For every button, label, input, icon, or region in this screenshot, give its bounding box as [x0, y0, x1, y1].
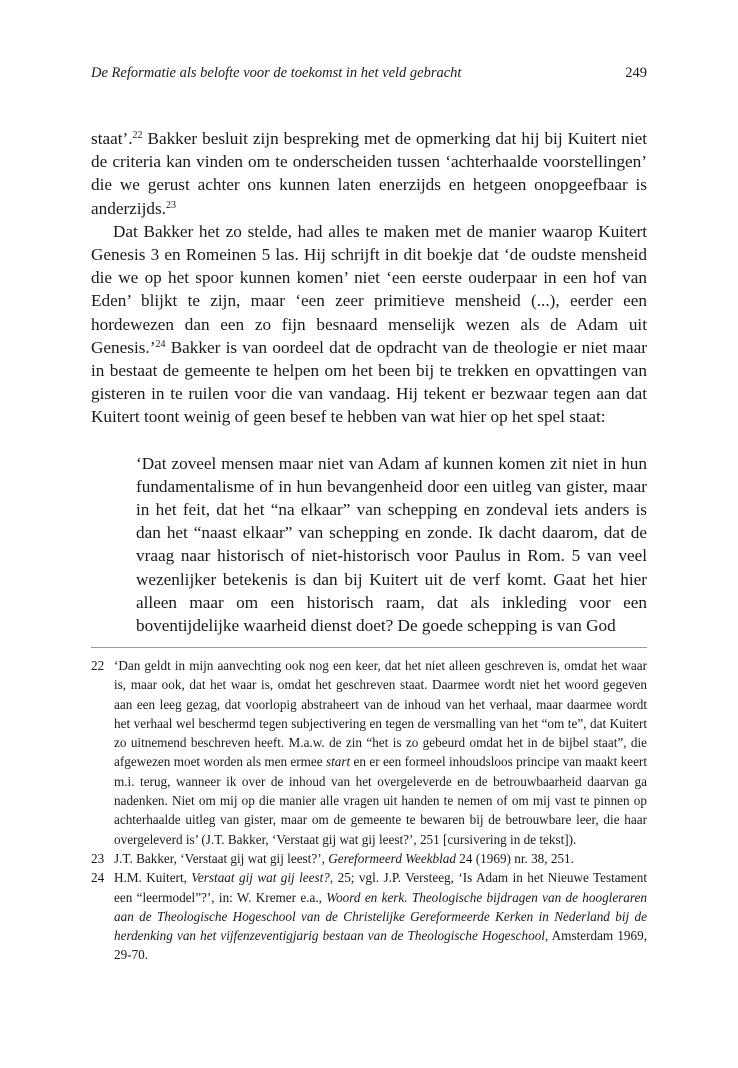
- page-number: 249: [625, 65, 647, 81]
- footnotes: [91, 656, 647, 965]
- footnote-ref-24[interactable]: 24: [155, 338, 166, 350]
- footnote-ref-23[interactable]: 23: [165, 199, 176, 211]
- footnote-23-italic: Gereformeerd Weekblad: [328, 850, 456, 866]
- paragraph-2-text-a: Dat Bakker het zo stelde, had alles te maken met de manier waarop Kuitert Genesis 3 en Romeinen 5 las. Hij schrijft in dit boekje dat ‘de oudste mensheid die we op het spoor kunnen komen’ niet ‘een eerste ouderpaar in een hof van Eden’ blijkt te zijn, maar ‘een zeer primitieve mensheid (...), eerder een hordewezen dan een zo fijn besnaard menselijk wezen als de Adam uit Genesis.’: [91, 221, 647, 357]
- footnote-22-text-b: en er een formeel inhoudsloos principe van maakt keert m.i. terug, wanneer ik over de inhoud van het overgeleverde en de betrouwbaarheid daarvan ga nadenken. Niet om mij op die manier alle vragen uit handen te nemen of om mij vast te pinnen op achterhaalde uitleg van gister, maar om de gemeente te bewaren bij de betrouwbare leer, die haar overgeleverd is’ (J.T. Bakker, ‘Verstaat gij wat gij leest?’, 251 [cursivering in de tekst]).: [114, 754, 647, 847]
- footnote-23-text-a: J.T. Bakker, ‘Verstaat gij wat gij leest?’,: [114, 850, 329, 866]
- footnote-divider: [91, 647, 647, 648]
- paragraph-1-text-a: staat’.: [91, 129, 133, 148]
- paragraph-2: [91, 220, 647, 429]
- footnote-24: [91, 868, 647, 964]
- footnote-number: 23: [91, 850, 105, 866]
- footnote-23-text-b: 24 (1969) nr. 38, 251.: [456, 850, 574, 866]
- main-text: [91, 127, 647, 637]
- footnote-number: 22: [91, 658, 105, 673]
- running-head-title: De Reformatie als belofte voor de toekomst in het veld gebracht: [91, 65, 462, 81]
- block-quote: ‘Dat zoveel mensen maar niet van Adam af kunnen komen zit niet in hun fundamentalisme of in hun bevangenheid door een uitleg van gister, maar in het feit, dat het “na elkaar” van schepping en zondeval iets anders is dan het “naast elkaar” van schepping en zonde. Ik dacht daarom, dat de vraag naar historisch of niet-historisch voor Paulus in Rom. 5 van veel wezenlijker betekenis is dan bij Kuitert uit de verf komt. Gaat het hier alleen maar om een historisch raam, dat als inkleding voor een boventijdelijke waarheid dienst doet? De goede schepping is van God: [136, 453, 647, 636]
- footnote-22-italic: start: [326, 754, 351, 770]
- footnote-24-text-b: , 25; vgl. J.P. Versteeg, ‘Is Adam in het Nieuwe Testament een “leermodel”?’, in: W. Kremer e.a.,: [114, 870, 648, 905]
- paragraph-1-text-b: Bakker besluit zijn bespreking met de opmerking dat hij bij Kuitert niet de criteria kan vinden om te onderscheiden tussen ‘achterhaalde voorstellingen’ die we gerust achter ons kunnen laten enerzijds en hetgeen onopgeefbaar is anderzijds.: [91, 129, 647, 218]
- footnote-22-text-a: ‘Dan geldt in mijn aanvechting ook nog een keer, dat het niet alleen geschreven is, omdat het waar is, maar ook, dat het waar is, omdat het geschreven staat. Daarmee wordt niet het woord gegeven aan een leeg gezag, dat voorlopig abstraheert van de inhoud van het verhaal, maar daarmee wordt het verhaal wel beschermd tegen subjectivering en tegen de versmalling van het “om te”, dat Kuitert zo uitnemend beschreven heeft. M.a.w. de zin “het is zo gebeurd omdat het in de bijbel staat”, die afgewezen moet worden als men ermee: [114, 658, 647, 770]
- footnote-24-text-c: , Amsterdam 1969, 29-70.: [114, 928, 647, 963]
- paragraph-2-text-b: Bakker is van oordeel dat de opdracht van de theologie er niet maar in bestaat de gemeente te helpen om het been bij te trekken en opvattingen van gisteren in te ruilen voor die van vandaag. Hij tekent er bezwaar tegen aan dat Kuitert toont weinig of geen besef te hebben van wat hier op het spel staat:: [91, 337, 647, 427]
- footnote-24-text-a: H.M. Kuitert,: [114, 870, 192, 886]
- footnote-22: [91, 656, 647, 849]
- running-head: [91, 63, 647, 83]
- paragraph-1: [91, 127, 647, 220]
- footnote-24-italic-2: Woord en kerk. Theologische bijdragen van de hoogleraren aan de Theologische Hogeschool van de Christelijke Gereformeerde Kerken in Nederland bij de herdenking van het vijfenzeventigjarig bestaan van de Theologische Hogeschool: [114, 889, 647, 944]
- footnote-24-italic-1: Verstaat gij wat gij leest?: [191, 870, 330, 886]
- footnote-number: 24: [91, 870, 105, 886]
- footnote-ref-22[interactable]: 22: [132, 130, 143, 141]
- footnote-23: [91, 849, 647, 868]
